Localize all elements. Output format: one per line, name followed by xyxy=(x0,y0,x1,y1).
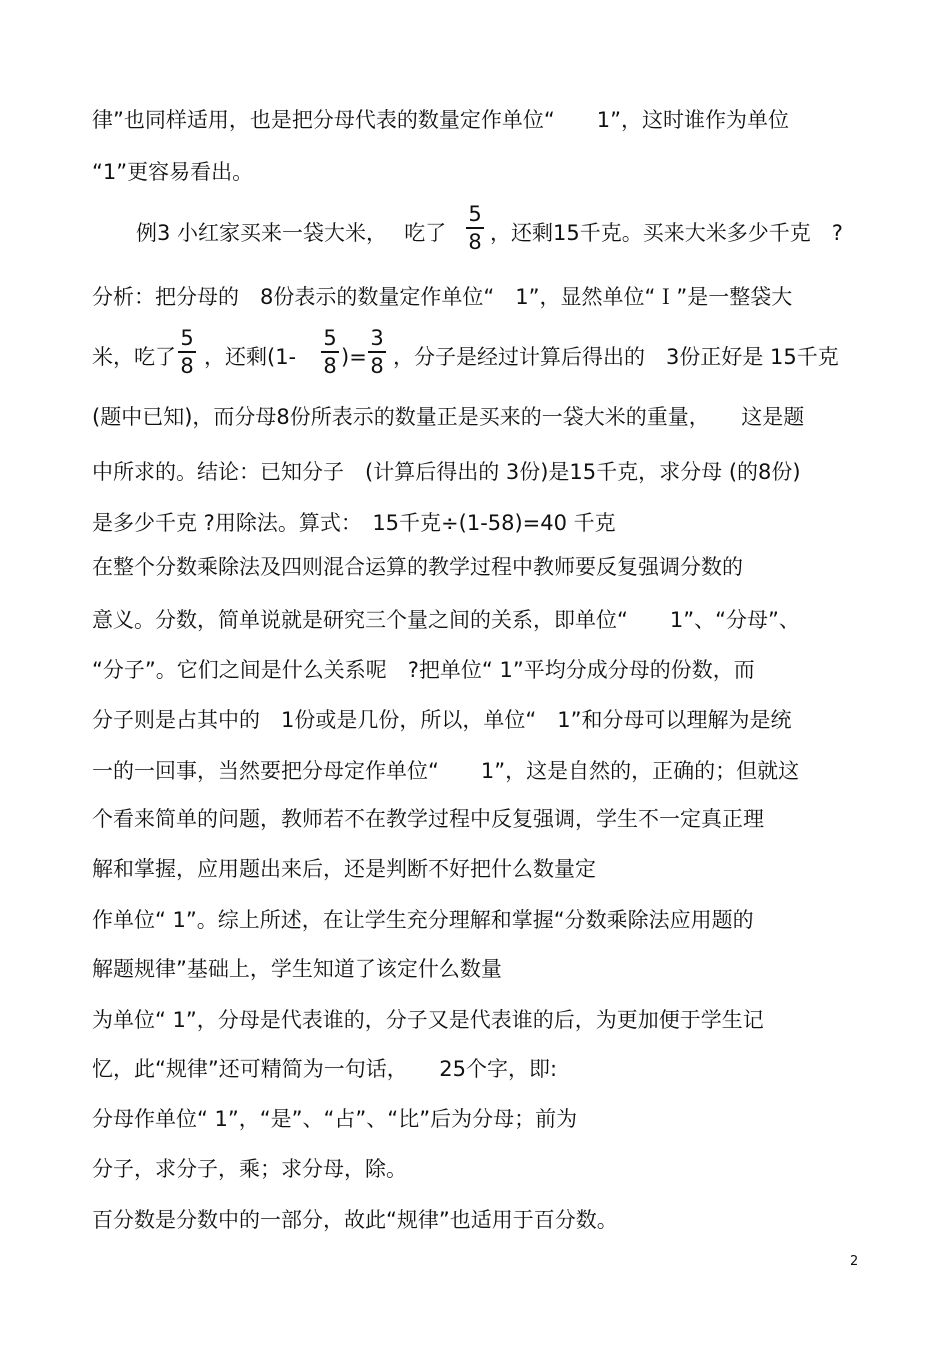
fraction-three-eighths xyxy=(368,326,386,378)
body-line: 分母作单位“ 1”，“是”、“占”、“比”后为分母；前为 xyxy=(92,1107,578,1131)
body-line: 一的一回事，当然要把分母定作单位“ 1”，这是自然的，正确的；但就这 xyxy=(92,759,800,783)
fraction-denominator: 8 xyxy=(370,353,384,378)
body-line: “分子”。它们之间是什么关系呢 ?把单位“ 1”平均分成分母的份数，而 xyxy=(92,658,755,682)
body-line: 解题规律”基础上，学生知道了该定什么数量 xyxy=(92,957,502,981)
fraction-bar xyxy=(321,351,339,353)
fraction-numerator: 5 xyxy=(468,202,482,226)
fraction-denominator: 8 xyxy=(180,353,194,378)
fraction-numerator: 3 xyxy=(370,326,384,350)
body-line: 意义。分数，简单说就是研究三个量之间的关系，即单位“ 1”、“分母”、 xyxy=(92,608,800,632)
paragraph1-line1: 律”也同样适用，也是把分母代表的数量定作单位“ 1”，这时谁作为单位 xyxy=(92,108,789,132)
analysis-line4: 中所求的。结论：已知分子 (计算后得出的 3份)是15千克，求分母 (的8份) xyxy=(92,460,801,484)
fraction-numerator: 5 xyxy=(323,326,337,350)
fraction-denominator: 8 xyxy=(468,229,482,254)
body-line: 分子则是占其中的 1份或是几份，所以，单位“ 1”和分母可以理解为是统 xyxy=(92,708,792,732)
analysis-line3: (题中已知)，而分母8份所表示的数量正是买来的一袋大米的重量， 这是题 xyxy=(92,405,805,429)
body-line: 分子，求分子，乘；求分母，除。 xyxy=(92,1157,407,1181)
analysis-line5: 是多少千克 ?用除法。算式： 15千克÷(1-58)=40 千克 xyxy=(92,511,616,535)
fraction-bar xyxy=(466,227,484,229)
page-number: 2 xyxy=(850,1254,859,1269)
analysis-line2-b: ，还剩(1- xyxy=(204,345,297,369)
analysis-line2-d: ，分子是经过计算后得出的 3份正好是 15千克 xyxy=(393,345,839,369)
fraction-five-eighths xyxy=(178,326,196,378)
body-line: 在整个分数乘除法及四则混合运算的教学过程中教师要反复强调分数的 xyxy=(92,555,743,579)
fraction-bar xyxy=(368,351,386,353)
body-line: 作单位“ 1”。综上所述，在让学生充分理解和掌握“分数乘除法应用题的 xyxy=(92,908,754,932)
paragraph1-line2: “1”更容易看出。 xyxy=(92,160,254,184)
fraction-denominator: 8 xyxy=(323,353,337,378)
analysis-line1: 分析：把分母的 8份表示的数量定作单位“ 1”，显然单位“Ｉ”是一整袋大 xyxy=(92,285,793,309)
body-line: 百分数是分数中的一部分，故此“规律”也适用于百分数。 xyxy=(92,1208,618,1232)
fraction-bar xyxy=(178,351,196,353)
body-line: 忆，此“规律”还可精简为一句话， 25个字，即: xyxy=(92,1057,558,1081)
analysis-line2-a: 米，吃了 xyxy=(92,345,176,369)
body-line: 解和掌握，应用题出来后，还是判断不好把什么数量定 xyxy=(92,857,596,881)
body-line: 为单位“ 1”，分母是代表谁的，分子又是代表谁的后，为更加便于学生记 xyxy=(92,1008,764,1032)
example3-text-b: ，还剩15千克。买来大米多少千克 ? xyxy=(490,221,843,245)
body-line: 个看来简单的问题，教师若不在教学过程中反复强调，学生不一定真正理 xyxy=(92,807,764,831)
analysis-line2-c: )= xyxy=(341,345,367,369)
fraction-numerator: 5 xyxy=(180,326,194,350)
fraction-five-eighths xyxy=(466,202,484,254)
fraction-five-eighths xyxy=(321,326,339,378)
example3-text-a: 例3 小红家买来一袋大米， 吃了 xyxy=(136,221,447,245)
